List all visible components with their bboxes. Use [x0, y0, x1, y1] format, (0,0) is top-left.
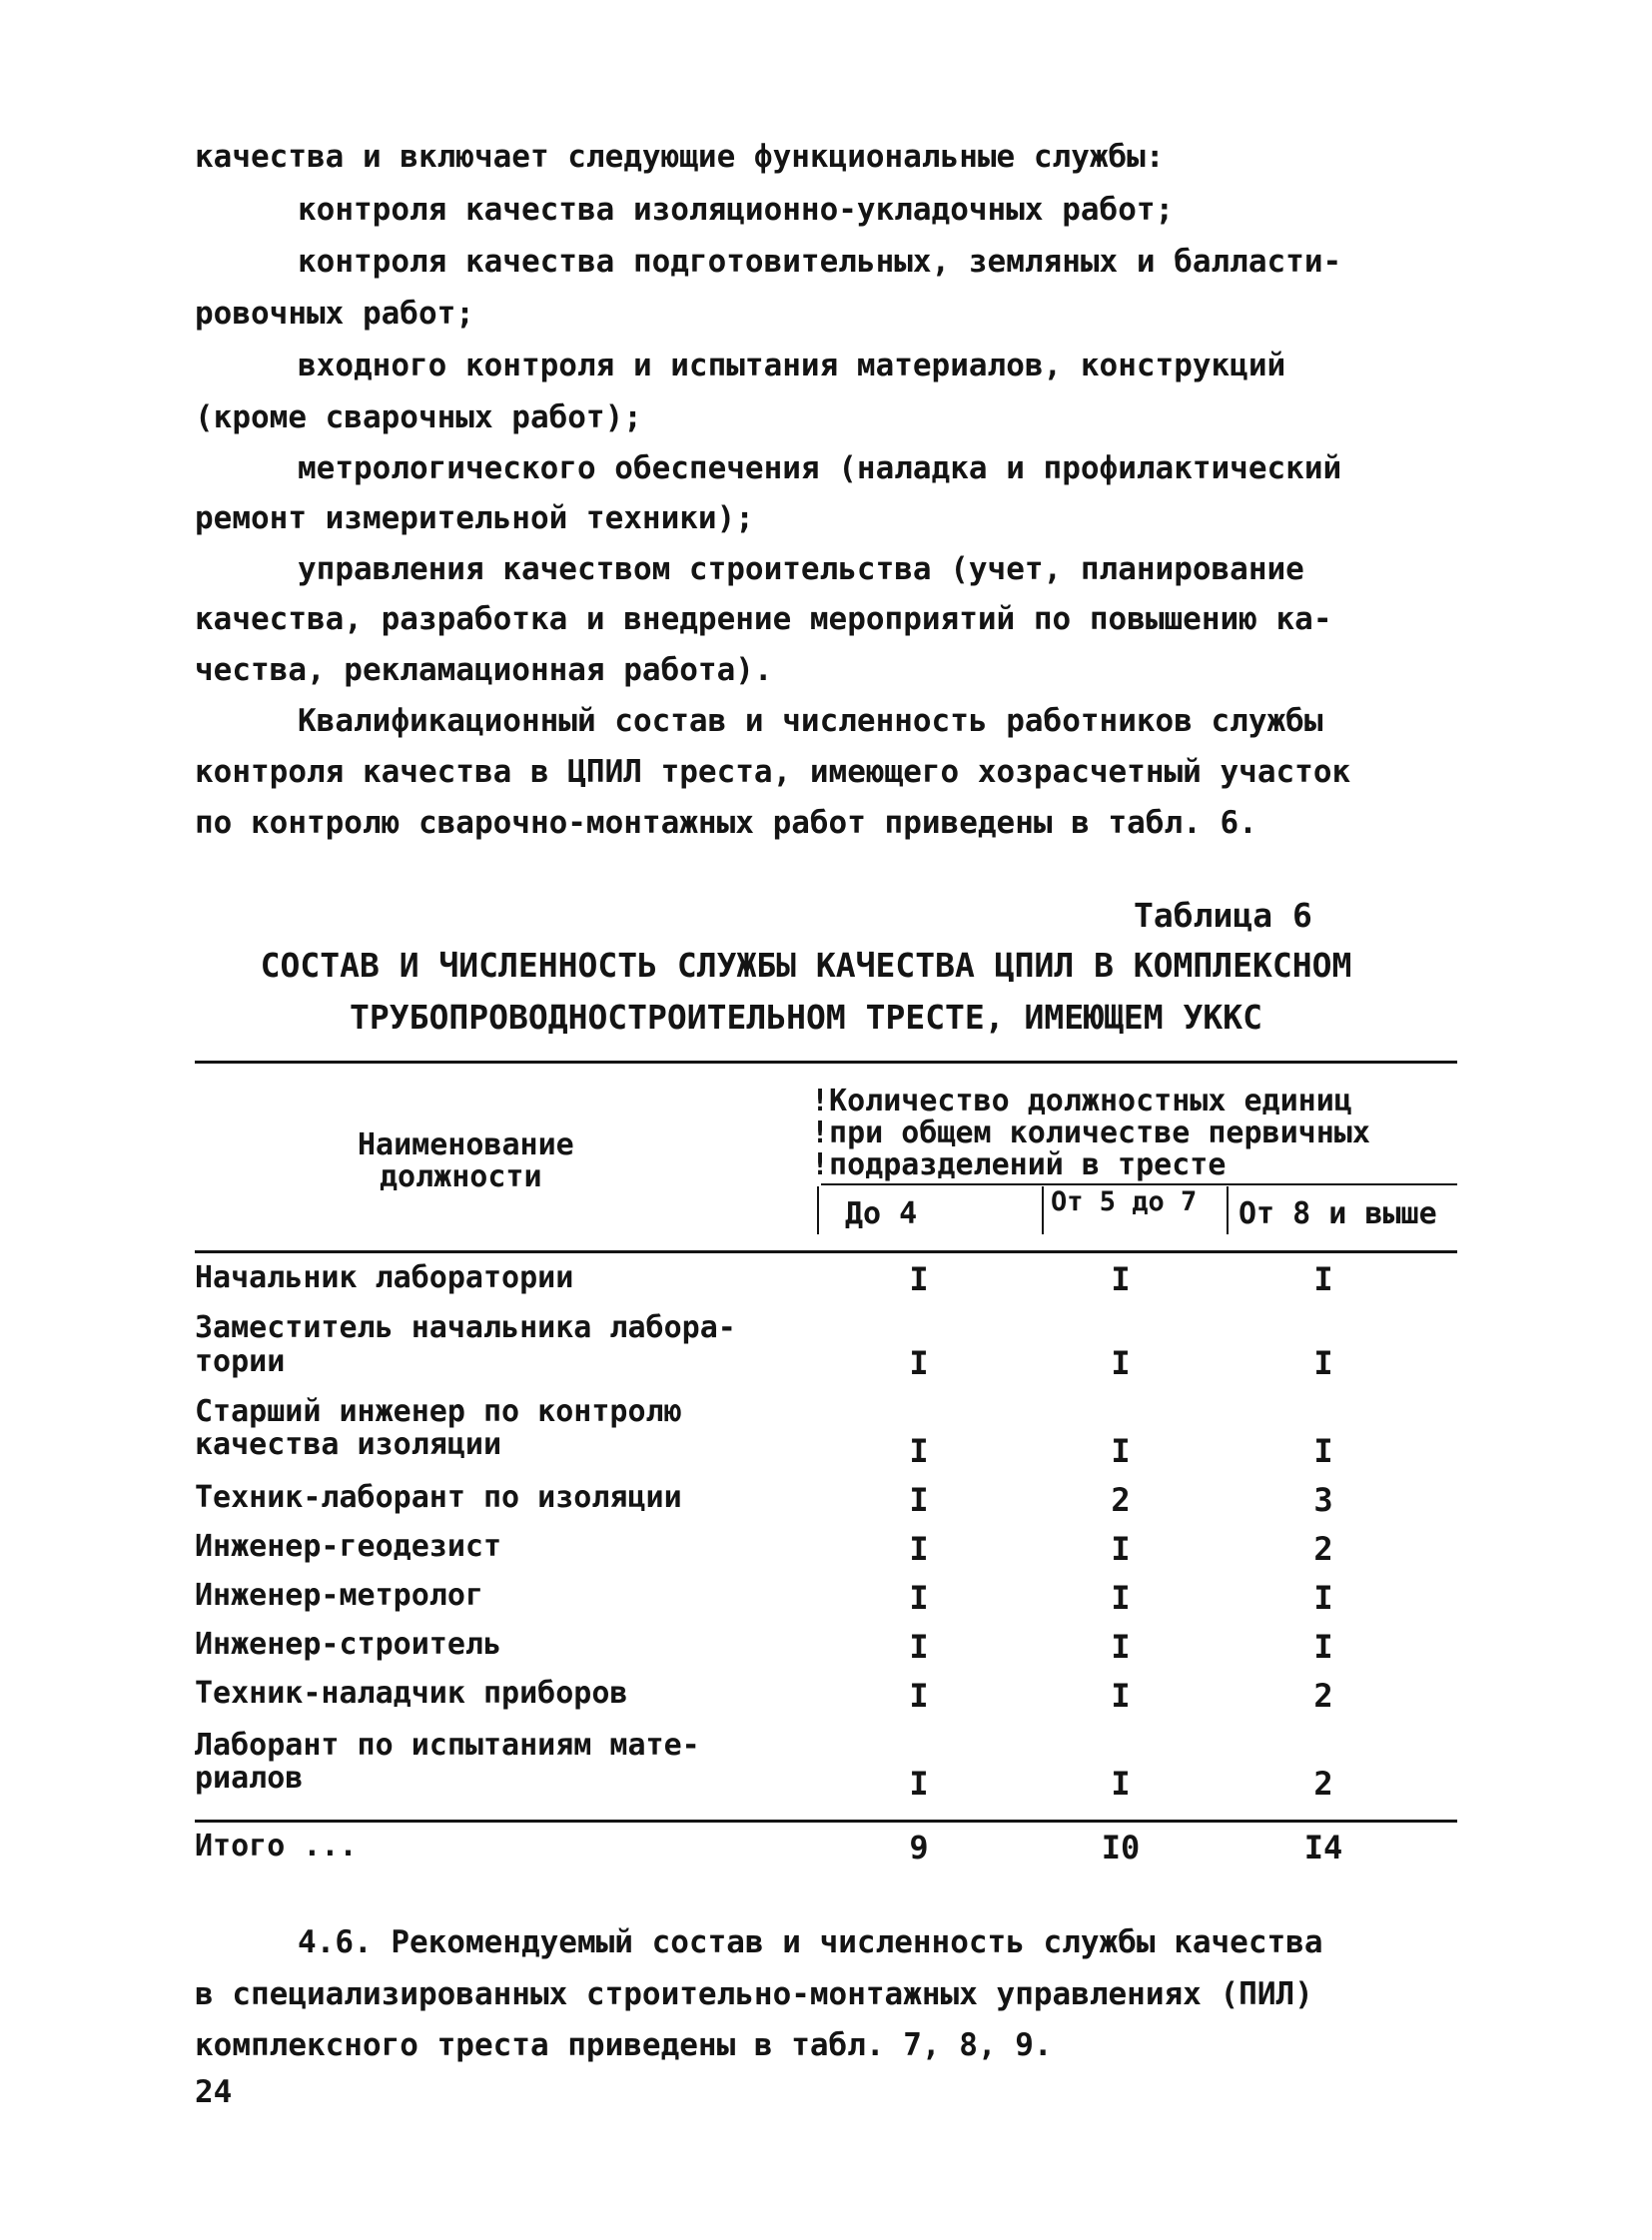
header-bottom-rule	[195, 1250, 1457, 1253]
row-position-cont: качества изоляции	[195, 1427, 502, 1462]
row-value-col3: I	[1313, 1579, 1333, 1617]
row-value-col1: I	[909, 1530, 929, 1568]
col-divider	[817, 1186, 819, 1234]
header-position: Наименование	[358, 1127, 574, 1162]
text-line: качества, разработка и внедрение мероприятий по повышению ка-	[195, 601, 1332, 637]
col-header-3: От 8 и выше	[1239, 1196, 1437, 1231]
row-value-col2: I	[1111, 1765, 1131, 1803]
header-position-line2: должности	[380, 1159, 542, 1194]
row-value-col3: I	[1313, 1432, 1333, 1470]
text-line: контроля качества подготовительных, земляных и балласти-	[298, 244, 1342, 280]
row-value-col2: I	[1111, 1260, 1131, 1298]
table-bottom-rule	[195, 1820, 1457, 1823]
row-value-col2: I	[1111, 1530, 1131, 1568]
header-group-line2: !при общем количестве первичных	[811, 1116, 1370, 1150]
text-line: качества и включает следующие функциональные службы:	[195, 139, 1165, 175]
text-line: контроля качества изоляционно-укладочных работ;	[298, 192, 1175, 228]
row-position: Техник-наладчик приборов	[195, 1676, 628, 1711]
row-position: Начальник лаборатории	[195, 1260, 574, 1295]
row-value-col1: I	[909, 1481, 929, 1519]
row-position-cont: тории	[195, 1344, 286, 1379]
text-line: метрологического обеспечения (наладка и профилактический	[298, 450, 1342, 486]
row-value-col1: I	[909, 1765, 929, 1803]
table-label: Таблица 6	[1134, 896, 1312, 935]
table-title-line2: ТРУБОПРОВОДНОСТРОИТЕЛЬНОМ ТРЕСТЕ, ИМЕЮЩЕМ УККС	[350, 998, 1262, 1037]
col-divider	[1042, 1186, 1044, 1234]
table-top-rule	[195, 1061, 1457, 1064]
row-value-col1: I	[909, 1628, 929, 1666]
row-value-col3: I	[1313, 1344, 1333, 1382]
row-value-col3: 2	[1313, 1765, 1333, 1803]
row-value-col2: I	[1111, 1628, 1131, 1666]
row-value-col2: I	[1111, 1432, 1131, 1470]
header-subrule	[821, 1183, 1457, 1185]
text-line: входного контроля и испытания материалов, конструкций	[298, 348, 1286, 383]
row-position: Заместитель начальника лабора-	[195, 1310, 736, 1345]
row-value-col3: 2	[1313, 1677, 1333, 1715]
row-value-col2: I	[1111, 1344, 1131, 1382]
row-value-col3: 2	[1313, 1530, 1333, 1568]
text-line: 4.6. Рекомендуемый состав и численность службы качества	[298, 1924, 1323, 1960]
text-line: в специализированных строительно-монтажных управлениях (ПИЛ)	[195, 1976, 1313, 2012]
row-position: Инженер-метролог	[195, 1578, 483, 1613]
text-line: ремонт измерительной техники);	[195, 500, 754, 536]
table-title-line1: СОСТАВ И ЧИСЛЕННОСТЬ СЛУЖБЫ КАЧЕСТВА ЦПИЛ В КОМПЛЕКСНОМ	[260, 946, 1352, 985]
row-position: Инженер-строитель	[195, 1627, 502, 1662]
text-line: управления качеством строительства (учет, планирование	[298, 551, 1304, 587]
text-line: Квалификационный состав и численность работников службы	[298, 703, 1323, 739]
col-divider	[1227, 1186, 1229, 1234]
row-position: Лаборант по испытаниям мате-	[195, 1728, 700, 1763]
row-value-col1: I	[909, 1579, 929, 1617]
row-value-col2: I	[1111, 1677, 1131, 1715]
row-value-col3: 3	[1313, 1481, 1333, 1519]
row-position: Старший инженер по контролю	[195, 1394, 682, 1429]
total-label: Итого ...	[195, 1829, 358, 1864]
row-value-col3: I	[1313, 1260, 1333, 1298]
text-line: (кроме сварочных работ);	[195, 399, 642, 435]
row-value-col1: I	[909, 1432, 929, 1470]
header-group-line3: !подразделений в тресте	[811, 1147, 1227, 1182]
row-value-col2: I	[1111, 1579, 1131, 1617]
header-group-line1: !Количество должностных единиц	[811, 1084, 1352, 1119]
row-position: Инженер-геодезист	[195, 1529, 502, 1564]
row-position: Техник-лаборант по изоляции	[195, 1480, 682, 1515]
row-value-col2: 2	[1111, 1481, 1131, 1519]
total-col3: I4	[1303, 1829, 1343, 1867]
col-header-1: До 4	[845, 1196, 918, 1231]
row-position-cont: риалов	[195, 1761, 304, 1796]
row-value-col3: I	[1313, 1628, 1333, 1666]
text-line: по контролю сварочно-монтажных работ приведены в табл. 6.	[195, 805, 1257, 841]
text-line: чества, рекламационная работа).	[195, 652, 773, 688]
row-value-col1: I	[909, 1344, 929, 1382]
text-line: ровочных работ;	[195, 296, 474, 332]
total-col2: I0	[1101, 1829, 1141, 1867]
row-value-col1: I	[909, 1677, 929, 1715]
col-header-2: От 5 до 7	[1051, 1186, 1198, 1217]
total-col1: 9	[909, 1829, 929, 1867]
row-value-col1: I	[909, 1260, 929, 1298]
text-line: контроля качества в ЦПИЛ треста, имеющего хозрасчетный участок	[195, 754, 1351, 790]
text-line: комплексного треста приведены в табл. 7, 8, 9.	[195, 2027, 1053, 2063]
page-number: 24	[195, 2074, 233, 2110]
